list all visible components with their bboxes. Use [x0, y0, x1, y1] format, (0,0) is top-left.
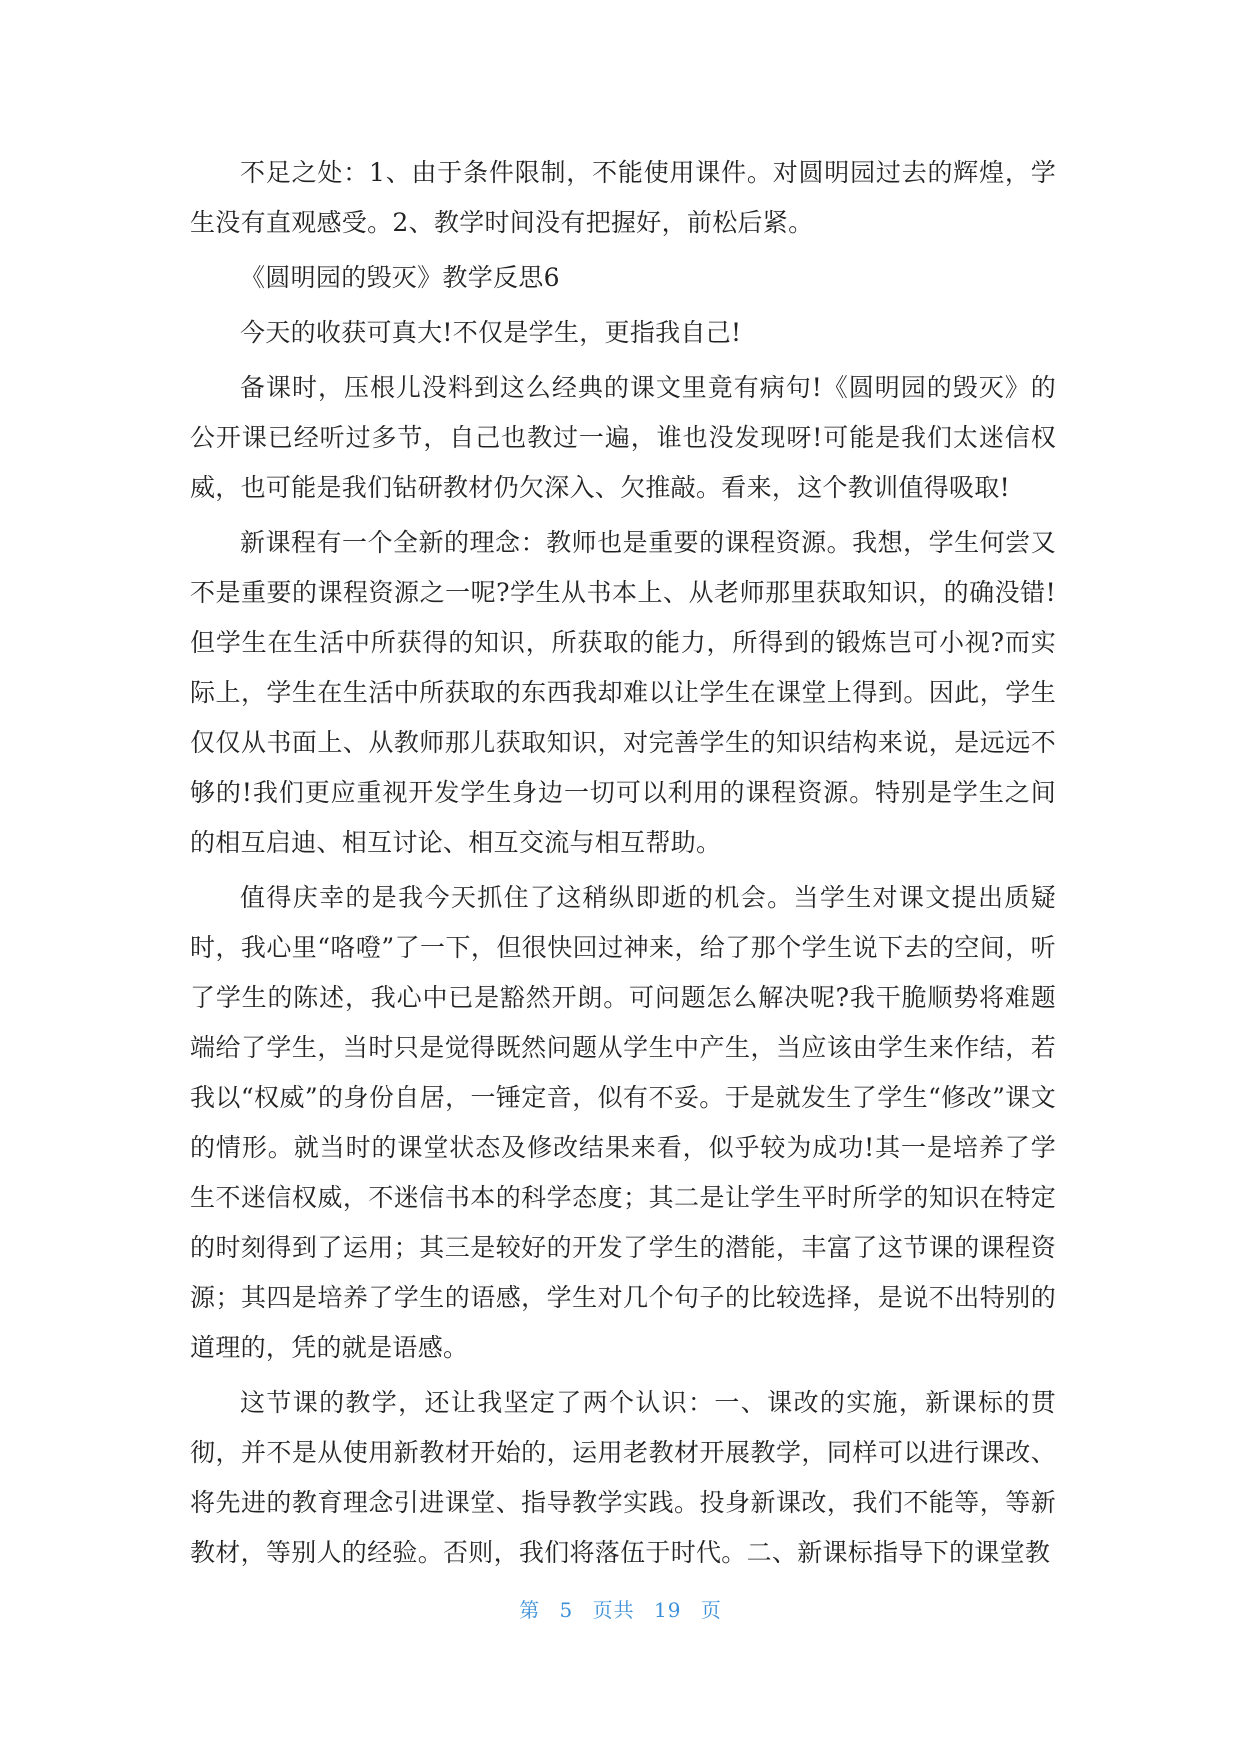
paragraph: 备课时，压根儿没料到这么经典的课文里竟有病句!《圆明园的毁灭》的公开课已经听过多节，自己也教过一遍，谁也没发现呀!可能是我们太迷信权威，也可能是我们钻研教材仍欠深入、欠推敲。看来，这个教训值得吸取! [190, 373, 1056, 502]
footer-middle: 页共 [592, 1598, 635, 1622]
document-body [190, 148, 1056, 1583]
paragraph: 今天的收获可真大!不仅是学生，更指我自己! [240, 318, 742, 347]
footer-suffix: 页 [700, 1598, 722, 1622]
page-footer [0, 1594, 1241, 1623]
paragraph: 新课程有一个全新的理念：教师也是重要的课程资源。我想，学生何尝又不是重要的课程资源之一呢?学生从书本上、从老师那里获取知识，的确没错!但学生在生活中所获得的知识，所获取的能力，所得到的锻炼岂可小视?而实际上，学生在生活中所获取的东西我却难以让学生在课堂上得到。因此，学生仅仅从书面上、从教师那儿获取知识，对完善学生的知识结构来说，是远远不够的!我们更应重视开发学生身边一切可以利用的课程资源。特别是学生之间的相互启迪、相互讨论、相互交流与相互帮助。 [190, 528, 1056, 857]
paragraph: 不足之处：1、由于条件限制，不能使用课件。对圆明园过去的辉煌，学生没有直观感受。2、教学时间没有把握好，前松后紧。 [190, 158, 1056, 237]
paragraph: 值得庆幸的是我今天抓住了这稍纵即逝的机会。当学生对课文提出质疑时，我心里“咯噔”了一下，但很快回过神来，给了那个学生说下去的空间，听了学生的陈述，我心中已是豁然开朗。可问题怎么解决呢?我干脆顺势将难题端给了学生，当时只是觉得既然问题从学生中产生，当应该由学生来作结，若我以“权威”的身份自居，一锤定音，似有不妥。于是就发生了学生“修改”课文的情形。就当时的课堂状态及修改结果来看，似乎较为成功!其一是培养了学生不迷信权威，不迷信书本的科学态度；其二是让学生平时所学的知识在特定的时刻得到了运用；其三是较好的开发了学生的潜能，丰富了这节课的课程资源；其四是培养了学生的语感，学生对几个句子的比较选择，是说不出特别的道理的，凭的就是语感。 [190, 883, 1056, 1362]
total-page-count: 19 [654, 1598, 682, 1622]
section-title: 《圆明园的毁灭》教学反思6 [240, 263, 560, 292]
footer-prefix: 第 [519, 1598, 541, 1622]
paragraph: 这节课的教学，还让我坚定了两个认识：一、课改的实施，新课标的贯彻，并不是从使用新教材开始的，运用老教材开展教学，同样可以进行课改、将先进的教育理念引进课堂、指导教学实践。投身新课改，我们不能等，等新教材，等别人的经验。否则，我们将落伍于时代。二、新课标指导下的课堂教 [190, 1388, 1056, 1567]
current-page-number: 5 [559, 1598, 574, 1622]
